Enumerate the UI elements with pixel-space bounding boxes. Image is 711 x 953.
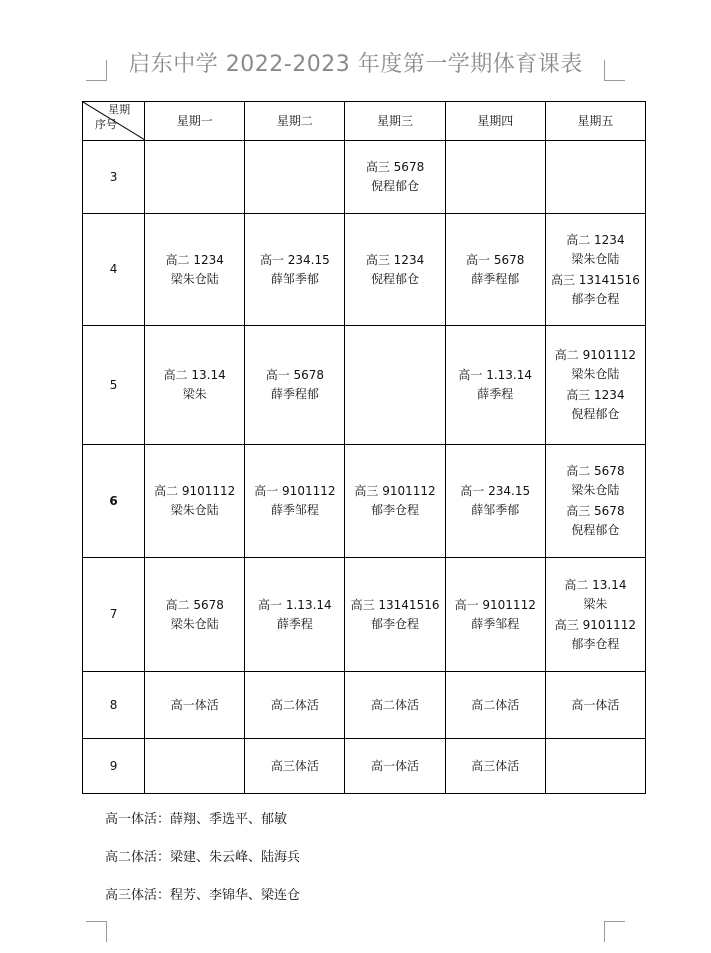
- corner-label-weekday: 星期: [108, 103, 131, 116]
- schedule-cell: [345, 558, 445, 672]
- teacher-names: 倪程郁仓: [571, 523, 620, 537]
- teacher-names: 梁朱仓陆: [571, 483, 620, 497]
- margin-mark-bottom-right: [604, 921, 625, 942]
- note-grade-2-activity: 高二体活：梁建、朱云峰、陆海兵: [105, 850, 301, 865]
- teacher-names: 薛邹季郁: [270, 271, 319, 286]
- class-entry: [546, 502, 645, 540]
- schedule-cell: [445, 739, 545, 794]
- teacher-names: 薛邹季郁: [471, 503, 520, 517]
- class-group: 高一体活: [170, 697, 219, 712]
- class-group: 高三 9101112: [354, 484, 436, 498]
- schedule-cell: [145, 214, 245, 326]
- teacher-names: 倪程郁仓: [371, 271, 420, 286]
- teacher-names: 梁朱仓陆: [170, 616, 219, 631]
- activity-notes: [105, 810, 300, 924]
- class-group: 高二体活: [270, 697, 319, 712]
- schedule-cell: [345, 326, 445, 445]
- schedule-cell: [245, 739, 345, 794]
- class-entry: [546, 616, 645, 654]
- class-entry: [546, 271, 645, 309]
- schedule-cell: [545, 672, 645, 739]
- schedule-cell: [345, 214, 445, 326]
- schedule-cell: [545, 214, 645, 326]
- teacher-names: 薛季程: [477, 387, 514, 401]
- schedule-cell: [145, 326, 245, 445]
- class-group: 高二 13.14: [163, 368, 226, 382]
- corner-header-cell: [83, 102, 145, 141]
- class-entry: [145, 596, 244, 634]
- class-group: 高二体活: [471, 697, 520, 712]
- teacher-names: 薛季程郁: [270, 387, 319, 401]
- class-entry: [245, 757, 344, 776]
- teacher-names: 郁李仓程: [571, 636, 620, 651]
- note-grade-1-activity: 高一体活：薛翔、季选平、郁敏: [105, 812, 288, 827]
- schedule-cell: [445, 558, 545, 672]
- class-group: 高三体活: [471, 758, 520, 773]
- class-entry: [145, 696, 244, 715]
- header-thursday: 星期四: [445, 102, 545, 141]
- class-entry: [446, 696, 545, 715]
- period-number: 6: [83, 445, 145, 558]
- document-title: 启东中学 2022-2023 年度第一学期体育课表: [128, 52, 583, 77]
- teacher-names: 梁朱: [182, 387, 207, 401]
- teacher-names: 薛季程: [276, 616, 313, 631]
- teacher-names: 梁朱仓陆: [170, 271, 219, 286]
- schedule-cell: [345, 445, 445, 558]
- class-entry: [546, 696, 645, 715]
- table-row: [83, 739, 646, 794]
- schedule-cell: [445, 326, 545, 445]
- class-entry: [245, 366, 344, 404]
- schedule-cell: [245, 672, 345, 739]
- class-group: 高一 234.15: [460, 484, 531, 498]
- class-group: 高一 5678: [265, 368, 325, 382]
- header-wednesday: 星期三: [345, 102, 445, 141]
- teacher-names: 薛季程郁: [471, 271, 520, 286]
- margin-mark-bottom-left: [86, 921, 107, 942]
- teacher-names: 郁李仓程: [571, 291, 620, 306]
- schedule-cell: [345, 739, 445, 794]
- schedule-cell: [145, 672, 245, 739]
- teacher-names: 梁朱仓陆: [571, 251, 620, 266]
- class-group: 高二 13.14: [564, 577, 627, 592]
- teacher-names: 梁朱仓陆: [571, 367, 620, 381]
- schedule-cell: [145, 445, 245, 558]
- class-group: 高二 5678: [566, 464, 625, 478]
- teacher-names: 郁李仓程: [371, 616, 420, 631]
- class-entry: [345, 757, 444, 776]
- class-entry: [345, 482, 444, 520]
- schedule-cell: [345, 672, 445, 739]
- class-group: 高二 1234: [566, 232, 625, 247]
- class-entry: [446, 482, 545, 520]
- schedule-cell: [145, 739, 245, 794]
- header-row: [83, 102, 646, 141]
- class-entry: [546, 462, 645, 500]
- period-number: 8: [83, 672, 145, 739]
- class-entry: [546, 346, 645, 384]
- class-group: 高一 9101112: [454, 597, 536, 612]
- class-entry: [145, 251, 244, 289]
- class-group: 高三 13141516: [350, 597, 440, 612]
- header-tuesday: 星期二: [245, 102, 345, 141]
- schedule-cell: [445, 214, 545, 326]
- class-group: 高一 1.13.14: [258, 597, 332, 612]
- class-group: 高三体活: [270, 758, 319, 773]
- teacher-names: 郁李仓程: [371, 503, 420, 517]
- teacher-names: 薛季邹程: [270, 503, 319, 517]
- note-grade-3-activity: 高三体活：程芳、李锦华、梁连仓: [105, 888, 301, 903]
- table-row: [83, 141, 646, 214]
- class-group: 高三 9101112: [554, 617, 637, 632]
- teacher-names: 薛季邹程: [471, 616, 520, 631]
- period-number: 7: [83, 558, 145, 672]
- schedule-cell: [545, 326, 645, 445]
- class-group: 高三 5678: [566, 504, 625, 518]
- schedule-table: [82, 101, 646, 794]
- class-group: 高一体活: [371, 758, 420, 773]
- class-entry: [345, 596, 444, 634]
- class-entry: [345, 158, 444, 196]
- class-group: 高二 9101112: [554, 348, 637, 362]
- class-group: 高三 5678: [365, 160, 425, 174]
- table-row: [83, 672, 646, 739]
- schedule-cell: [245, 558, 345, 672]
- teacher-names: 倪程郁仓: [371, 179, 420, 193]
- class-group: 高三 1234: [365, 252, 425, 267]
- table-row: [83, 558, 646, 672]
- class-group: 高二 9101112: [154, 484, 236, 498]
- class-group: 高一 5678: [466, 252, 525, 267]
- period-number: 9: [83, 739, 145, 794]
- schedule-cell: [345, 141, 445, 214]
- class-entry: [446, 757, 545, 776]
- class-group: 高三 13141516: [550, 272, 640, 287]
- header-friday: 星期五: [545, 102, 645, 141]
- table-row: [83, 214, 646, 326]
- schedule-cell: [245, 141, 345, 214]
- schedule-cell: [545, 141, 645, 214]
- class-entry: [345, 696, 444, 715]
- schedule-cell: [245, 326, 345, 445]
- class-entry: [546, 386, 645, 424]
- class-entry: [245, 696, 344, 715]
- class-group: 高一 234.15: [259, 252, 330, 267]
- class-group: 高三 1234: [566, 388, 625, 402]
- schedule-cell: [245, 445, 345, 558]
- class-entry: [446, 366, 545, 404]
- class-entry: [245, 482, 344, 520]
- schedule-cell: [545, 445, 645, 558]
- table-row: [83, 326, 646, 445]
- class-group: 高一 1.13.14: [458, 368, 533, 382]
- schedule-cell: [145, 558, 245, 672]
- class-entry: [345, 251, 444, 289]
- class-group: 高二 1234: [165, 252, 224, 267]
- schedule-cell: [445, 141, 545, 214]
- schedule-cell: [445, 672, 545, 739]
- schedule-cell: [245, 214, 345, 326]
- class-entry: [245, 596, 344, 634]
- teacher-names: 倪程郁仓: [571, 407, 620, 421]
- class-entry: [145, 482, 244, 520]
- class-entry: [446, 251, 545, 289]
- period-number: 3: [83, 141, 145, 214]
- class-entry: [546, 231, 645, 269]
- class-group: 高一 9101112: [254, 484, 336, 498]
- class-entry: [546, 576, 645, 614]
- header-monday: 星期一: [145, 102, 245, 141]
- class-entry: [446, 596, 545, 634]
- class-entry: [145, 366, 244, 404]
- corner-label-period: 序号: [95, 118, 117, 131]
- schedule-cell: [445, 445, 545, 558]
- class-group: 高一体活: [571, 697, 620, 712]
- class-group: 高二 5678: [165, 597, 224, 612]
- teacher-names: 梁朱仓陆: [170, 503, 219, 517]
- period-number: 5: [83, 326, 145, 445]
- schedule-cell: [545, 558, 645, 672]
- teacher-names: 梁朱: [583, 596, 608, 611]
- schedule-cell: [145, 141, 245, 214]
- class-group: 高二体活: [371, 697, 420, 712]
- class-entry: [245, 251, 344, 289]
- table-row: [83, 445, 646, 558]
- schedule-cell: [545, 739, 645, 794]
- period-number: 4: [83, 214, 145, 326]
